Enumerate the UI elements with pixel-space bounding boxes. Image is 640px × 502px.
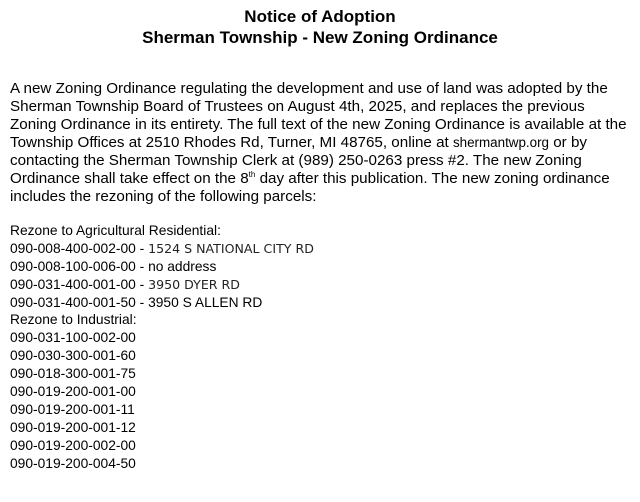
parcel-row	[10, 240, 314, 258]
notice-paragraph	[10, 80, 630, 206]
notice-title: Notice of Adoption	[244, 7, 396, 26]
industrial-parcel: 090-019-200-001-00	[10, 384, 136, 400]
notice-text-part-3: day after this publication. The new zoning ordinance includes the rezoning of the following parcels:	[10, 170, 610, 205]
parcel-address: 1524 S NATIONAL CITY RD	[148, 240, 314, 256]
parcel-number: 090-008-400-002-00	[10, 240, 136, 256]
industrial-parcel: 090-031-100-002-00	[10, 330, 136, 346]
agricultural-heading: Rezone to Agricultural Residential:	[10, 223, 221, 238]
industrial-parcel: 090-030-300-001-60	[10, 348, 136, 364]
parcel-row	[10, 258, 314, 276]
parcel-separator: -	[135, 240, 149, 256]
ordinal-suffix: th	[248, 170, 256, 179]
parcel-row	[10, 276, 314, 294]
industrial-parcel: 090-019-200-001-11	[10, 401, 135, 417]
parcel-address: 3950 S ALLEN RD	[148, 294, 263, 310]
parcel-number: 090-031-400-001-50	[10, 294, 136, 310]
parcel-number: 090-031-400-001-00	[10, 276, 136, 292]
industrial-heading: Rezone to Industrial:	[10, 312, 137, 328]
parcel-address: no address	[148, 258, 217, 274]
notice-text-part-1: A new Zoning Ordinance regulating the development and use of land was adopted by the Sherman Township Board of Trustees on August 4th, 2025, and replaces the previous Zoning Ordinance in its entirety. The full text of the new Zoning Ordinance is available at the Township Offices at 2510 Rhodes Rd, Turner, MI 48765, online at	[10, 80, 627, 151]
notice-text-part-2: or by contacting the Sherman Township Clerk at (989) 250-0263 press #2. The new Zoning Ordinance shall take effect on the 8	[10, 134, 587, 187]
industrial-parcel: 090-018-300-001-75	[10, 366, 136, 382]
notice-subtitle: Sherman Township - New Zoning Ordinance	[142, 28, 498, 47]
parcel-address: 3950 DYER RD	[148, 276, 240, 292]
parcel-number: 090-008-100-006-00	[10, 258, 136, 274]
parcel-separator: -	[135, 258, 149, 274]
parcel-list	[10, 222, 314, 472]
parcel-row	[10, 294, 314, 312]
parcel-separator: -	[135, 276, 149, 292]
industrial-parcel: 090-019-200-002-00	[10, 437, 136, 453]
industrial-parcel: 090-019-200-001-12	[10, 419, 136, 435]
industrial-parcel: 090-019-200-004-50	[10, 455, 136, 471]
website-link[interactable]: shermantwp.org	[452, 135, 549, 150]
parcel-separator: -	[135, 294, 149, 310]
